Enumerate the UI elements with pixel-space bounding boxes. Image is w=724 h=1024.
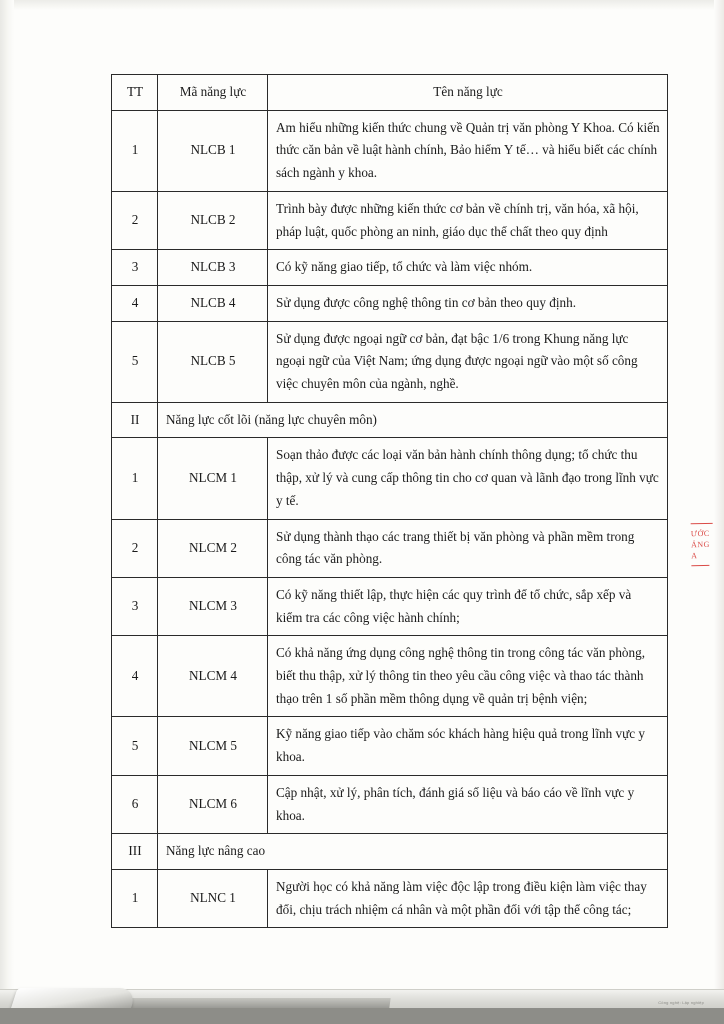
cell-name: Có khả năng ứng dụng công nghệ thông tin trong công tác văn phòng, biết thu thập, xử lý thông tin theo yêu cầu công việc và thao tác thành thạo trên 1 số phần mềm thông dụng về quản trị bệnh viện; bbox=[268, 636, 668, 717]
cell-code: NLNC 1 bbox=[158, 869, 268, 927]
cell-name: Có kỹ năng giao tiếp, tổ chức và làm việc nhóm. bbox=[268, 250, 668, 286]
cell-tt: 1 bbox=[112, 110, 158, 191]
table-row bbox=[112, 191, 668, 249]
cell-code: NLCM 4 bbox=[158, 636, 268, 717]
cell-tt: 5 bbox=[112, 717, 158, 775]
table-row bbox=[112, 438, 668, 519]
red-stamp-margin bbox=[691, 520, 720, 566]
table-row bbox=[112, 321, 668, 402]
page-edge-right bbox=[714, 0, 724, 1024]
cell-code: NLCM 5 bbox=[158, 717, 268, 775]
table-row bbox=[112, 519, 668, 577]
table-section-row bbox=[112, 402, 668, 438]
page-edge-left bbox=[0, 0, 14, 1024]
table-row bbox=[112, 250, 668, 286]
table-row bbox=[112, 869, 668, 927]
cell-tt: 2 bbox=[112, 191, 158, 249]
page-edge-top bbox=[0, 0, 724, 10]
table-row bbox=[112, 285, 668, 321]
cell-name: Trình bày được những kiến thức cơ bản về chính trị, văn hóa, xã hội, pháp luật, quốc phòng an ninh, giáo dục thể chất theo quy định bbox=[268, 191, 668, 249]
table-row bbox=[112, 636, 668, 717]
cell-section-index: III bbox=[112, 834, 158, 870]
column-header-code: Mã năng lực bbox=[158, 75, 268, 111]
cell-tt: 6 bbox=[112, 775, 158, 833]
cell-section-title: Năng lực nâng cao bbox=[158, 834, 668, 870]
cell-name: Soạn thảo được các loại văn bản hành chính thông dụng; tổ chức thu thập, xử lý và cung cấp thông tin cho cơ quan và lãnh đạo trong lĩnh vực y tế. bbox=[268, 438, 668, 519]
column-header-tt: TT bbox=[112, 75, 158, 111]
cell-code: NLCB 1 bbox=[158, 110, 268, 191]
table-row bbox=[112, 717, 668, 775]
footer-note: Công nghệ: Lập nghiệp bbox=[658, 1000, 704, 1005]
scanner-bottom-dark bbox=[0, 1008, 724, 1024]
table-header-row bbox=[112, 75, 668, 111]
cell-tt: 3 bbox=[112, 577, 158, 635]
stamp-bar-top bbox=[691, 523, 713, 524]
stamp-line-2: ƯỚC bbox=[690, 528, 710, 539]
table-row bbox=[112, 577, 668, 635]
column-header-name: Tên năng lực bbox=[268, 75, 668, 111]
cell-code: NLCB 5 bbox=[158, 321, 268, 402]
cell-code: NLCB 4 bbox=[158, 285, 268, 321]
stamp-line-3: ẢNG bbox=[690, 539, 710, 550]
cell-code: NLCB 2 bbox=[158, 191, 268, 249]
cell-tt: 4 bbox=[112, 285, 158, 321]
cell-name: Có kỹ năng thiết lập, thực hiện các quy trình để tổ chức, sắp xếp và kiểm tra các công việc hành chính; bbox=[268, 577, 668, 635]
cell-tt: 5 bbox=[112, 321, 158, 402]
cell-name: Kỹ năng giao tiếp vào chăm sóc khách hàng hiệu quả trong lĩnh vực y khoa. bbox=[268, 717, 668, 775]
cell-code: NLCM 2 bbox=[158, 519, 268, 577]
cell-tt: 3 bbox=[112, 250, 158, 286]
cell-name: Cập nhật, xử lý, phân tích, đánh giá số liệu và báo cáo về lĩnh vực y khoa. bbox=[268, 775, 668, 833]
cell-tt: 2 bbox=[112, 519, 158, 577]
cell-section-index: II bbox=[112, 402, 158, 438]
cell-name: Sử dụng được công nghệ thông tin cơ bản theo quy định. bbox=[268, 285, 668, 321]
cell-code: NLCM 3 bbox=[158, 577, 268, 635]
table-row bbox=[112, 775, 668, 833]
page-curl bbox=[10, 988, 137, 1010]
table-row bbox=[112, 110, 668, 191]
cell-tt: 1 bbox=[112, 869, 158, 927]
cell-code: NLCM 1 bbox=[158, 438, 268, 519]
cell-name: Sử dụng được ngoại ngữ cơ bản, đạt bậc 1/6 trong Khung năng lực ngoại ngữ của Việt Nam; ứng dụng được ngoại ngữ vào một số công việc chuyên môn của ngành, nghề. bbox=[268, 321, 668, 402]
stamp-line-4: A bbox=[691, 551, 698, 561]
cell-name: Am hiểu những kiến thức chung về Quản trị văn phòng Y Khoa. Có kiến thức căn bản về luật hành chính, Bảo hiểm Y tế… và hiểu biết các chính sách ngành y khoa. bbox=[268, 110, 668, 191]
cell-code: NLCB 3 bbox=[158, 250, 268, 286]
cell-code: NLCM 6 bbox=[158, 775, 268, 833]
stamp-bar-bottom bbox=[691, 565, 709, 566]
cell-name: Người học có khả năng làm việc độc lập trong điều kiện làm việc thay đổi, chịu trách nhiệm cá nhân và một phần đối với tập thể công tác; bbox=[268, 869, 668, 927]
cell-section-title: Năng lực cốt lõi (năng lực chuyên môn) bbox=[158, 402, 668, 438]
competency-table bbox=[111, 74, 668, 928]
cell-tt: 4 bbox=[112, 636, 158, 717]
table-section-row bbox=[112, 834, 668, 870]
cell-name: Sử dụng thành thạo các trang thiết bị văn phòng và phần mềm trong công tác văn phòng. bbox=[268, 519, 668, 577]
cell-tt: 1 bbox=[112, 438, 158, 519]
